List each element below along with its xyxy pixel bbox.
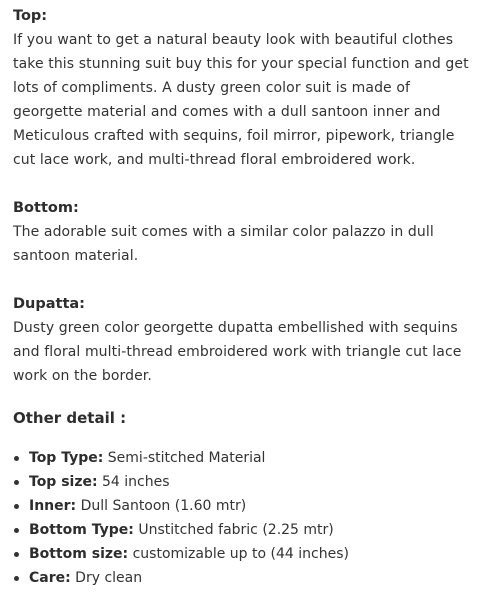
list-item xyxy=(13,494,471,518)
detail-value: Unstitched fabric (2.25 mtr) xyxy=(133,522,334,538)
list-item xyxy=(13,470,471,494)
detail-label: Bottom size: xyxy=(29,546,129,562)
detail-value: Semi-stitched Material xyxy=(103,450,266,466)
list-item xyxy=(13,542,471,566)
bullet-icon xyxy=(14,504,19,509)
detail-label: Care: xyxy=(29,570,71,586)
bottom-heading: Bottom: xyxy=(13,200,79,216)
spacer xyxy=(13,268,471,292)
top-heading: Top: xyxy=(13,8,48,24)
detail-value: Dull Santoon (1.60 mtr) xyxy=(76,498,247,514)
detail-value: Dry clean xyxy=(70,570,143,586)
detail-label: Top size: xyxy=(29,474,98,490)
detail-value: 54 inches xyxy=(97,474,170,490)
bullet-icon xyxy=(14,480,19,485)
bullet-icon xyxy=(14,552,19,557)
detail-label: Bottom Type: xyxy=(29,522,134,538)
detail-value: customizable up to (44 inches) xyxy=(128,546,349,562)
other-detail-heading: Other detail : xyxy=(13,409,127,427)
bullet-icon xyxy=(14,456,19,461)
detail-label: Top Type: xyxy=(29,450,104,466)
list-item xyxy=(13,566,471,590)
dupatta-description: Dusty green color georgette dupatta embellished with sequins and floral multi-thread embroidered work with triangle cut lace work on the border. xyxy=(13,320,462,384)
detail-label: Inner: xyxy=(29,498,77,514)
dupatta-heading: Dupatta: xyxy=(13,296,85,312)
top-description: If you want to get a natural beauty look with beautiful clothes take this stunning suit buy this for your special function and get lots of compliments. A dusty green color suit is made of georgette material and comes with a dull santoon inner and Meticulous crafted with sequins, foil mirror, pipework, triangle cut lace work, and multi-thread floral embroidered work. xyxy=(13,32,469,168)
bottom-description: The adorable suit comes with a similar color palazzo in dull santoon material. xyxy=(13,224,434,264)
bullet-icon xyxy=(14,576,19,581)
spacer xyxy=(13,388,471,404)
spacer xyxy=(13,172,471,196)
list-item xyxy=(13,446,471,470)
list-item xyxy=(13,518,471,542)
bullet-icon xyxy=(14,528,19,533)
detail-list xyxy=(13,446,471,590)
